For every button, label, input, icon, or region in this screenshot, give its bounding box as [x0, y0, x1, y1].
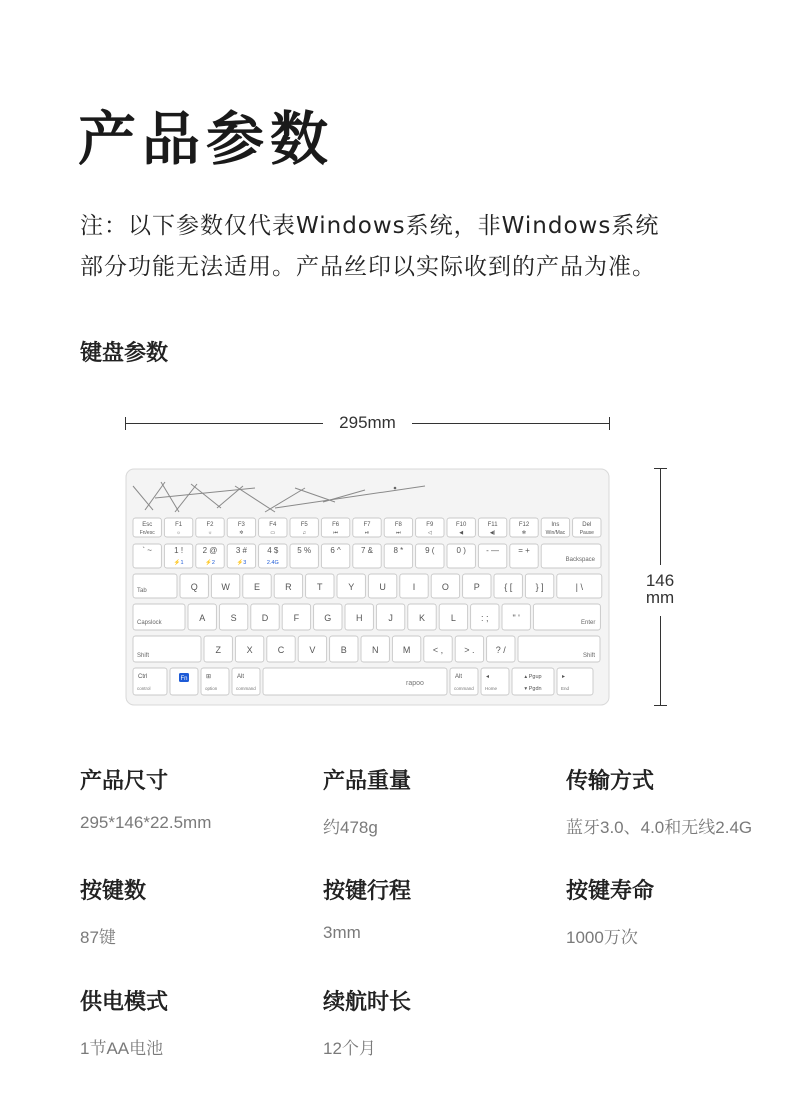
key-legend: F9 [426, 522, 434, 528]
key-sublegend: ♫ [302, 530, 307, 536]
key-legend: ▴ Pgup [524, 674, 542, 680]
key-legend: ⊞ [206, 674, 212, 680]
key-sublegend: 2.4G [266, 560, 279, 566]
spec-label: 按键寿命 [566, 879, 655, 904]
spec-label: 按键数 [80, 879, 147, 904]
key-legend: J [388, 613, 393, 623]
key-sublegend: ⚡1 [173, 560, 184, 566]
key-legend: < , [432, 645, 444, 655]
spec-value: 约478g [323, 818, 378, 837]
spec-power [80, 985, 320, 1059]
key-legend: 2 @ [202, 546, 218, 555]
key-legend: Del [582, 522, 592, 528]
key-legend: 7 & [360, 546, 374, 555]
key-legend: { [ [504, 582, 513, 592]
key-legend: Capslock [137, 620, 162, 626]
spec-label: 产品重量 [323, 769, 412, 794]
height-number: 146 [645, 571, 675, 590]
key-legend: R [285, 582, 292, 592]
dimension-line [660, 616, 661, 706]
key-legend: 5 % [297, 546, 312, 555]
spec-label: 产品尺寸 [80, 769, 169, 794]
key-sublegend: ◀ [459, 530, 464, 536]
key-legend: 9 ( [425, 546, 435, 555]
key-sublegend: command [236, 686, 256, 691]
key-legend: W [221, 582, 230, 592]
key-legend: F5 [300, 522, 308, 528]
key-legend: > . [464, 645, 475, 655]
key-legend: D [261, 613, 269, 623]
spec-value: 295*146*22.5mm [80, 813, 212, 832]
spec-key-travel [323, 874, 563, 943]
key-legend: B [340, 645, 347, 655]
key-sublegend: ⚡2 [205, 560, 215, 566]
brand-logo: rapoo [406, 680, 424, 687]
spec-label: 续航时长 [323, 990, 412, 1015]
key-legend: M [402, 645, 411, 655]
key-sublegend: ✻ [521, 530, 527, 536]
key-legend: L [450, 613, 456, 623]
spec-key-count [80, 874, 320, 948]
key-legend: | \ [575, 582, 583, 592]
key-legend: T [317, 582, 323, 592]
section-title: 键盘参数 [80, 341, 169, 366]
key-legend: 3 # [235, 546, 247, 555]
key-legend: E [253, 582, 261, 592]
key-sublegend: option [205, 686, 218, 691]
key-sublegend: Fn/esc [139, 530, 155, 536]
dimension-tick [609, 417, 610, 430]
key-legend: - — [486, 546, 500, 555]
key-legend: Alt [237, 674, 245, 680]
key-legend: Tab [137, 588, 147, 594]
key-legend: 8 * [393, 546, 404, 555]
key-legend: F11 [487, 522, 498, 528]
spec-value: 1节AA电池 [80, 1039, 164, 1058]
spec-value: 3mm [323, 923, 361, 942]
key-legend: 6 ^ [330, 546, 341, 555]
letter-key [533, 604, 600, 630]
key-sublegend: command [454, 686, 474, 691]
key-legend: = + [518, 546, 530, 555]
key-sublegend: Win/Mac [545, 530, 566, 536]
dimension-line [412, 423, 610, 424]
key-legend: G [324, 613, 332, 623]
key-legend: F [293, 613, 300, 623]
key-legend: N [371, 645, 379, 655]
spec-value: 87键 [80, 928, 116, 947]
spec-label: 供电模式 [80, 990, 169, 1015]
key-legend: P [473, 582, 480, 592]
key-legend: F12 [518, 522, 530, 528]
key-sublegend: ✲ [239, 530, 244, 536]
spec-weight [323, 764, 563, 838]
spec-label: 按键行程 [323, 879, 412, 904]
key-legend: Ctrl [138, 674, 148, 680]
note-text [80, 206, 770, 288]
key-legend: Z [215, 645, 221, 655]
key-sublegend: ⚡3 [236, 560, 247, 566]
key-legend: " ' [512, 613, 520, 623]
spec-key-life [566, 874, 790, 948]
key-legend: V [309, 645, 316, 655]
letter-key [133, 604, 185, 630]
key-legend: H [355, 613, 363, 623]
key-legend: F4 [269, 522, 277, 528]
key-legend: Shift [582, 653, 595, 659]
key-legend: Alt [455, 674, 463, 680]
key-legend: C [277, 645, 285, 655]
key-legend: F1 [175, 522, 183, 528]
keyboard-illustration [125, 468, 610, 706]
key-sublegend: Home [485, 686, 498, 691]
spec-size [80, 764, 320, 833]
spec-value: 12个月 [323, 1039, 376, 1058]
key-legend: F7 [363, 522, 371, 528]
spec-transmission [566, 764, 790, 838]
key-legend: Y [348, 582, 355, 592]
key-legend: I [412, 582, 416, 592]
spec-value: 1000万次 [566, 928, 638, 947]
key-sublegend: Pause [579, 530, 594, 536]
spec-label: 传输方式 [566, 769, 655, 794]
key-legend: Enter [581, 620, 596, 626]
key-legend: Q [190, 582, 198, 592]
key-sublegend: control [137, 686, 151, 691]
height-label [640, 572, 680, 606]
key-sublegend: ◀) [489, 530, 496, 536]
key-legend: Fn [180, 676, 188, 682]
key-legend: K [418, 613, 426, 623]
key-sublegend: ☼ [176, 530, 181, 536]
key-legend: ◂ [486, 674, 490, 680]
key-sublegend: ◁ [427, 530, 432, 536]
key-sublegend: ☼ [207, 530, 213, 536]
width-label: 295mm [339, 413, 396, 432]
key-legend: 1 ! [174, 546, 184, 555]
height-unit: mm [645, 588, 675, 607]
key-legend: S [230, 613, 237, 623]
key-legend: Backspace [565, 557, 595, 563]
indicator-light [394, 487, 397, 490]
dimension-line [660, 468, 661, 565]
note-line-1: 注：以下参数仅代表Windows系统，非Windows系统 [80, 213, 660, 239]
key-legend: F10 [456, 522, 467, 528]
dimension-tick [654, 705, 667, 706]
key-legend: ` ~ [142, 546, 152, 555]
spec-battery-life [323, 985, 563, 1059]
key-legend: F8 [394, 522, 402, 528]
key-legend: ▸ [562, 674, 566, 680]
key-sublegend: ⏯ [364, 530, 370, 536]
key-sublegend: ⏭ [396, 530, 401, 536]
key-legend: Shift [137, 653, 150, 659]
height-dimension [640, 468, 680, 706]
key-legend: 4 $ [267, 546, 279, 555]
spec-value: 蓝牙3.0、4.0和无线2.4G [566, 818, 753, 837]
key-legend: F6 [332, 522, 340, 528]
key-legend: } ] [535, 582, 544, 592]
width-dimension [125, 413, 610, 435]
key-legend: U [379, 582, 386, 592]
key-sublegend: ▾ Pgdn [524, 686, 542, 692]
key-legend: ? / [495, 645, 506, 655]
key-legend: A [199, 613, 206, 623]
key-legend: X [246, 645, 253, 655]
key-legend: Esc [142, 522, 153, 528]
number-key [541, 544, 601, 568]
key-legend: F2 [206, 522, 214, 528]
key-sublegend: End [561, 686, 570, 691]
key-legend: : ; [481, 613, 489, 623]
key-sublegend: ▭ [270, 530, 276, 536]
letter-key [133, 574, 177, 598]
page-title: 产品参数 [78, 105, 335, 173]
key-legend: O [441, 582, 449, 592]
key-legend: F3 [237, 522, 245, 528]
key-legend: 0 ) [456, 546, 466, 555]
note-line-2: 部分功能无法适用。产品丝印以实际收到的产品为准。 [80, 254, 656, 280]
key-sublegend: ⏮ [333, 530, 338, 536]
key-legend: Ins [551, 522, 560, 528]
